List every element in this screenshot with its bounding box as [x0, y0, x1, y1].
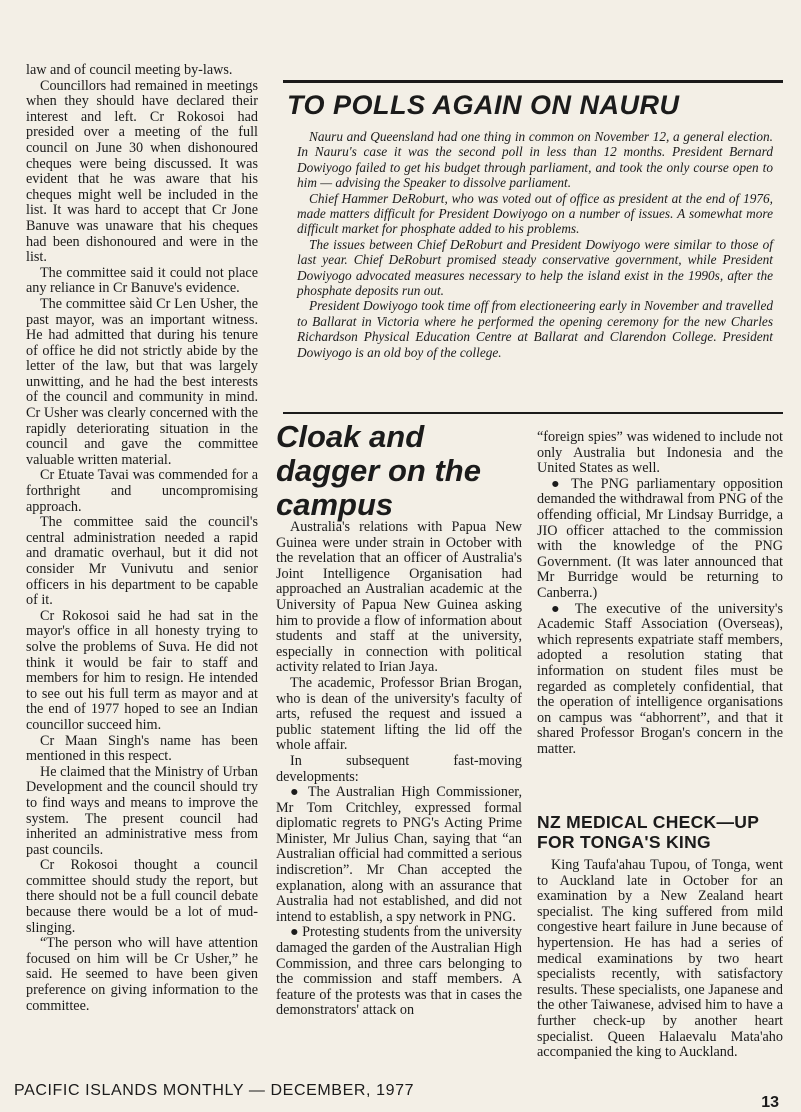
paragraph: ● The Australian High Commissioner, Mr Tom Critchley, expressed formal diplomatic regrets to PNG's Acting Prime Minister, Mr Julius Chan, saying that “an Australian official had committed a serious indiscretion”. Mr Chan accepted the explanation, along with an assurance that Australia had not established, and did not intend to establish, a spy network in PNG. — [276, 784, 522, 925]
left-column — [26, 63, 258, 1014]
paragraph: The issues between Chief DeRoburt and President Dowiyogo were similar to those of last year. Chief DeRoburt promised steady conservative government, while President Dowiyogo advocated measures necessary to help the island exist in the 1990s, after the phosphate deposits run out. — [297, 236, 773, 299]
paragraph: Councillors had remained in meetings when they should have declared their interest and left. Cr Rokosoi had presided over a meeting of the full council on June 30 when dishonoured cheques were being discussed. It was evident that he was aware that his cheques might well be included in the list. It was hard to accept that Cr Jone Banuve was unaware that his cheques had been dishonoured and were in the list. — [26, 77, 258, 266]
paragraph: The committee sàid Cr Len Usher, the past mayor, was an important witness. He had admitted that during his tenure of office he did not strictly abide by the letter of the law, but that was largely unwitting, and he had the best interests of the council and community in mind. Cr Usher was clearly concerned with the rapidly deteriorating situation in the council and gave the committee valuable written material. — [26, 295, 258, 468]
paragraph: In subsequent fast-moving developments: — [276, 752, 522, 785]
paragraph: Australia's relations with Papua New Guinea were under strain in October with the revelation that an officer of Australia's Joint Intelligence Organisation had approached an Australian academic at the University of Papua New Guinea asking him to provide a flow of information about students and staff at the university, especially in connection with political activity related to Irian Jaya. — [276, 519, 522, 676]
page-footer: PACIFIC ISLANDS MONTHLY — DECEMBER, 1977 — [14, 1082, 415, 1099]
tonga-headline: NZ MEDICAL CHECK—UP FOR TONGA'S KING — [537, 812, 759, 852]
top-rule — [283, 80, 783, 83]
page-number: 13 — [761, 1094, 779, 1111]
paragraph: The committee said it could not place any reliance in Cr Banuve's evidence. — [26, 264, 258, 297]
paragraph: The academic, Professor Brian Brogan, who is dean of the university's faculty of arts, refused the request and issued a public statement lifting the lid off the whole affair. — [276, 674, 522, 754]
paragraph: ● The executive of the university's Academic Staff Association (Overseas), which represents expatriate staff members, adopted a resolution stating that information on student files must be regarded as completely confidential, that the operation of intelligence organisations on campus was “abhorrent”, and that it shared Professor Brogan's concern in the matter. — [537, 600, 783, 757]
paragraph: Cr Rokosoi thought a council committee should study the report, but there should not be a full council debate because there would be a lot of mud-slinging. — [26, 857, 258, 936]
cloak-right-column — [537, 430, 783, 757]
paragraph: “The person who will have attention focused on him will be Cr Usher,” he said. He seemed to have been given preference on giving information to the committee. — [26, 935, 258, 1014]
nauru-headline: TO POLLS AGAIN ON NAURU — [287, 90, 680, 120]
paragraph: Nauru and Queensland had one thing in common on November 12, a general election. In Nauru's case it was the second poll in less than 12 months. President Bernard Dowiyogo failed to get his budget through parliament, and took the only course open to him — advising the Speaker to dissolve parliament. — [297, 129, 773, 191]
cloak-headline: Cloak and dagger on the campus — [276, 419, 481, 522]
paragraph: “foreign spies” was widened to include not only Australia but Indonesia and the United States as well. — [537, 429, 783, 477]
cloak-middle-column — [276, 520, 522, 1019]
section-divider — [283, 412, 783, 414]
paragraph: President Dowiyogo took time off from electioneering early in November and travelled to Ballarat in Victoria where he performed the opening ceremony for the new Charles Richardson Physical Education Centre at Ballarat and Clarendon College. President Dowiyogo is an old boy of the college. — [297, 298, 773, 360]
paragraph: The committee said the council's central administration needed a rapid and dramatic overhaul, but it did not consider Mr Vunivutu and senior officers in his department to be capable of it. — [26, 514, 258, 609]
paragraph: Cr Etuate Tavai was commended for a forthright and uncompromising approach. — [26, 467, 258, 515]
paragraph: Cr Rokosoi said he had sat in the mayor's office in all honesty trying to solve the problems of Suva. He did not think it would be fair to staff and members for him to resign. He intended to see out his full term as mayor and at the end of 1977 hoped to see an Indian councillor succeed him. — [26, 607, 258, 733]
nauru-article — [283, 80, 783, 360]
tonga-article — [537, 812, 783, 1061]
paragraph: Chief Hammer DeRoburt, who was voted out of office as president at the end of 1976, made matters difficult for President Dowiyogo on a number of issues. A somewhat more difficult market for phosphate added to his problems. — [297, 190, 773, 237]
paragraph: Cr Maan Singh's name has been mentioned in this respect. — [26, 732, 258, 765]
nauru-body — [283, 129, 783, 360]
paragraph: ● Protesting students from the university damaged the garden of the Australian High Commission, and three cars belonging to the commission and staff members. A feature of the protests was that in cases the demonstrators' attack on — [276, 924, 523, 1019]
paragraph: King Taufa'ahau Tupou, of Tonga, went to Auckland late in October for an examination by a New Zealand heart specialist. The king suffered from mild congestive heart failure in June because of hypertension. He has had a series of medical examinations by two heart specialists recently, with satisfactory results. These specialists, one Japanese and the other Taiwanese, advised him to have a further check-up by another heart specialist. Queen Halaevalu Mata'aho accompanied the king to Auckland. — [537, 857, 783, 1061]
paragraph: law and of council meeting by-laws. — [26, 62, 233, 78]
paragraph: He claimed that the Ministry of Urban Development and the council should try to find ways and means to improve the system. The present council had inherited an administrative mess from past councils. — [26, 763, 258, 858]
paragraph: ● The PNG parliamentary opposition demanded the withdrawal from PNG of the offending official, Mr Lindsay Burridge, a JIO officer attached to the commission with the knowledge of the PNG Government. (It was later announced that Mr Burridge would be returning to Canberra.) — [537, 475, 783, 601]
